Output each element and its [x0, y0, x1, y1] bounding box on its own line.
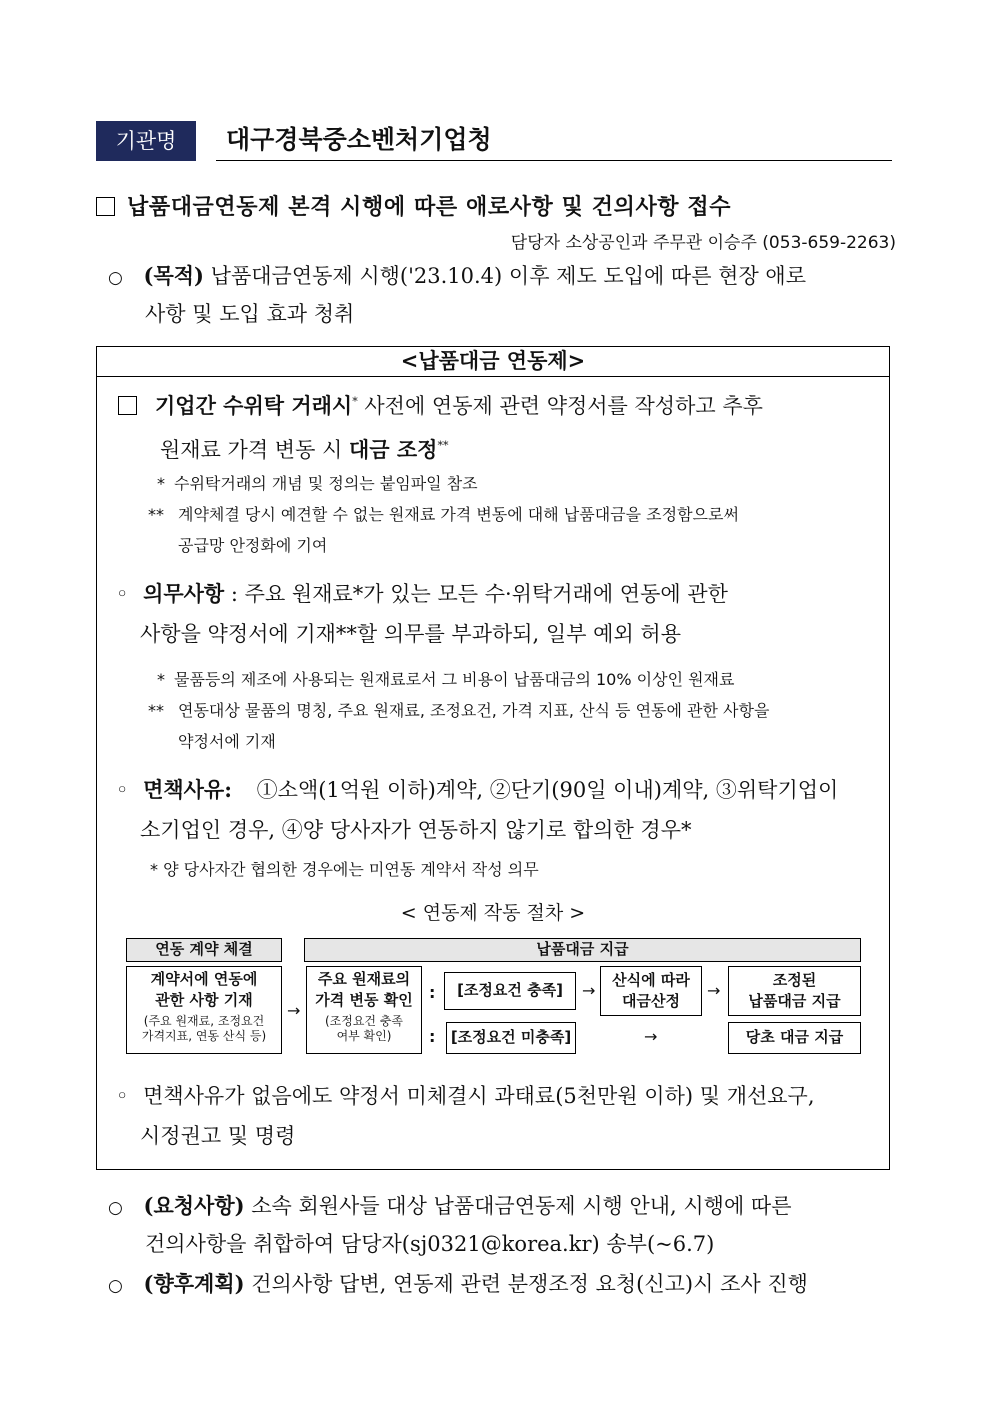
document-title [96, 190, 731, 221]
calc-line2: 대금산정 [622, 992, 680, 1010]
small-circle-bullet-icon: ◦ [116, 1084, 129, 1108]
result1-line1: 조정된 [772, 971, 817, 989]
step-calculation [600, 966, 702, 1016]
footnote-mark: ** [437, 439, 449, 452]
footnote-mark: * [157, 670, 165, 689]
exemption-text-2: 소기업인 경우, ④양 당사자가 연동하지 않기로 합의한 경우* [140, 818, 692, 842]
condition-met: [조정요건 충족] [444, 972, 576, 1010]
title-text: 납품대금연동제 본격 시행에 따른 애로사항 및 건의사항 접수 [127, 194, 732, 220]
step-adjusted-payment [728, 966, 861, 1016]
footnote-5: * 양 당사자간 협의한 경우에는 미연동 계약서 작성 의무 [150, 860, 539, 879]
arrow-icon: → [287, 1001, 301, 1020]
plan-label: (향후계획) [143, 1271, 245, 1296]
checkbox-icon [118, 396, 137, 415]
footnote-1: 수위탁거래의 개념 및 정의는 붙임파일 참조 [174, 474, 478, 493]
stage-contract: 연동 계약 체결 [126, 938, 282, 962]
circle-bullet-icon: ○ [108, 1276, 123, 1296]
duty-text-1: : 주요 원재료*가 있는 모든 수·위탁거래에 연동에 관한 [224, 582, 728, 606]
exemption-text-1: ①소액(1억원 이하)계약, ②단기(90일 이내)계약, ③위탁기업이 [256, 778, 839, 802]
calc-line1: 산식에 따라 [612, 971, 690, 989]
result1-line2: 납품대금 지급 [748, 992, 841, 1010]
request-text-2: 건의사항을 취합하여 담당자(sj0321@korea.kr) 송부(~6.7) [145, 1232, 715, 1256]
step1-line2: 관한 사항 기재 [155, 991, 253, 1009]
duty-section [116, 574, 890, 654]
definition-text-2: 원재료 가격 변동 시 [160, 438, 349, 462]
circle-bullet-icon: ○ [108, 268, 123, 288]
box-heading: <납품대금 연동제> [96, 346, 890, 377]
duty-label: 의무사항 [143, 581, 225, 606]
request-text-1: 소속 회원사들 대상 납품대금연동제 시행 안내, 시행에 따른 [244, 1194, 792, 1218]
footnotes-definition [148, 468, 888, 561]
purpose-text-2: 사항 및 도입 효과 청취 [145, 302, 355, 326]
plan-section [108, 1266, 898, 1304]
step2-line1: 주요 원재료의 [317, 970, 411, 988]
contact-info: 담당자 소상공인과 주무관 이승주 (053-659-2263) [510, 233, 896, 253]
exemption-label: 면책사유: [143, 777, 232, 802]
org-name: 대구경북중소벤처기업청 [226, 125, 492, 154]
checkbox-icon [96, 197, 115, 216]
step1-note1: (주요 원재료, 조정요건 [143, 1014, 265, 1028]
circle-bullet-icon: ○ [108, 1198, 123, 1218]
exemption-section [116, 770, 890, 850]
footnotes-duty [148, 664, 888, 757]
step2-note1: (조정요건 충족 [324, 1014, 404, 1028]
footnote-2a: 계약체결 당시 예견할 수 없는 원재료 가격 변동에 대해 납품대금을 조정함으로써 [178, 505, 739, 524]
step1-line1: 계약서에 연동에 [150, 970, 258, 988]
footnote-mark: ** [148, 701, 164, 720]
step1-note2: 가격지표, 연동 산식 등) [141, 1029, 267, 1043]
stage-payment: 납품대금 지급 [304, 938, 861, 962]
footnote-mark: * [352, 395, 358, 408]
purpose-label: (목적) [143, 263, 204, 288]
condition-unmet: [조정요건 미충족] [446, 1022, 576, 1054]
footnote-4a: 연동대상 물품의 명칭, 주요 원재료, 조정요건, 가격 지표, 산식 등 연동에 관한 사항을 [178, 701, 770, 720]
definition-text-1: 사전에 연동제 관련 약정서를 작성하고 추후 [357, 394, 763, 418]
penalty-text-1: 면책사유가 없음에도 약정서 미체결시 과태료(5천만원 이하) 및 개선요구, [143, 1084, 815, 1108]
purpose-section [108, 258, 898, 332]
arrow-icon: → [644, 1027, 658, 1046]
step-original-payment: 당초 대금 지급 [728, 1022, 861, 1054]
step-price-check [306, 966, 422, 1054]
org-label: 기관명 [96, 121, 196, 161]
footnote-mark: ** [148, 505, 164, 524]
penalty-text-2: 시정권고 및 명령 [140, 1124, 296, 1148]
colon-separator: : [429, 1027, 436, 1046]
definition-bold-1: 기업간 수위탁 거래시 [155, 393, 353, 418]
step-contract-entry [126, 966, 282, 1054]
small-circle-bullet-icon: ◦ [116, 778, 129, 802]
colon-separator: : [429, 983, 436, 1002]
header-divider [216, 160, 892, 161]
step2-note2: 여부 확인) [336, 1029, 392, 1043]
penalty-section [116, 1076, 890, 1156]
definition-section [118, 382, 888, 470]
definition-bold-2: 대금 조정 [349, 437, 438, 462]
arrow-icon: → [707, 981, 721, 1000]
duty-text-2: 사항을 약정서에 기재**할 의무를 부과하되, 일부 예외 허용 [140, 622, 681, 646]
process-title: < 연동제 작동 절차 > [400, 902, 586, 924]
small-circle-bullet-icon: ◦ [116, 582, 129, 606]
arrow-icon: → [582, 981, 596, 1000]
request-label: (요청사항) [143, 1193, 245, 1218]
footnote-mark: * [157, 474, 165, 493]
step2-line2: 가격 변동 확인 [315, 991, 413, 1009]
request-section [108, 1188, 898, 1262]
plan-text: 건의사항 답변, 연동제 관련 분쟁조정 요청(신고)시 조사 진행 [244, 1272, 808, 1296]
footnote-2b: 공급망 안정화에 기여 [178, 536, 328, 555]
footnote-4b: 약정서에 기재 [178, 732, 276, 751]
purpose-text-1: 납품대금연동제 시행('23.10.4) 이후 제도 도입에 따른 현장 애로 [210, 264, 807, 288]
footnote-3: 물품등의 제조에 사용되는 원재료로서 그 비용이 납품대금의 10% 이상인 원재료 [174, 670, 735, 689]
